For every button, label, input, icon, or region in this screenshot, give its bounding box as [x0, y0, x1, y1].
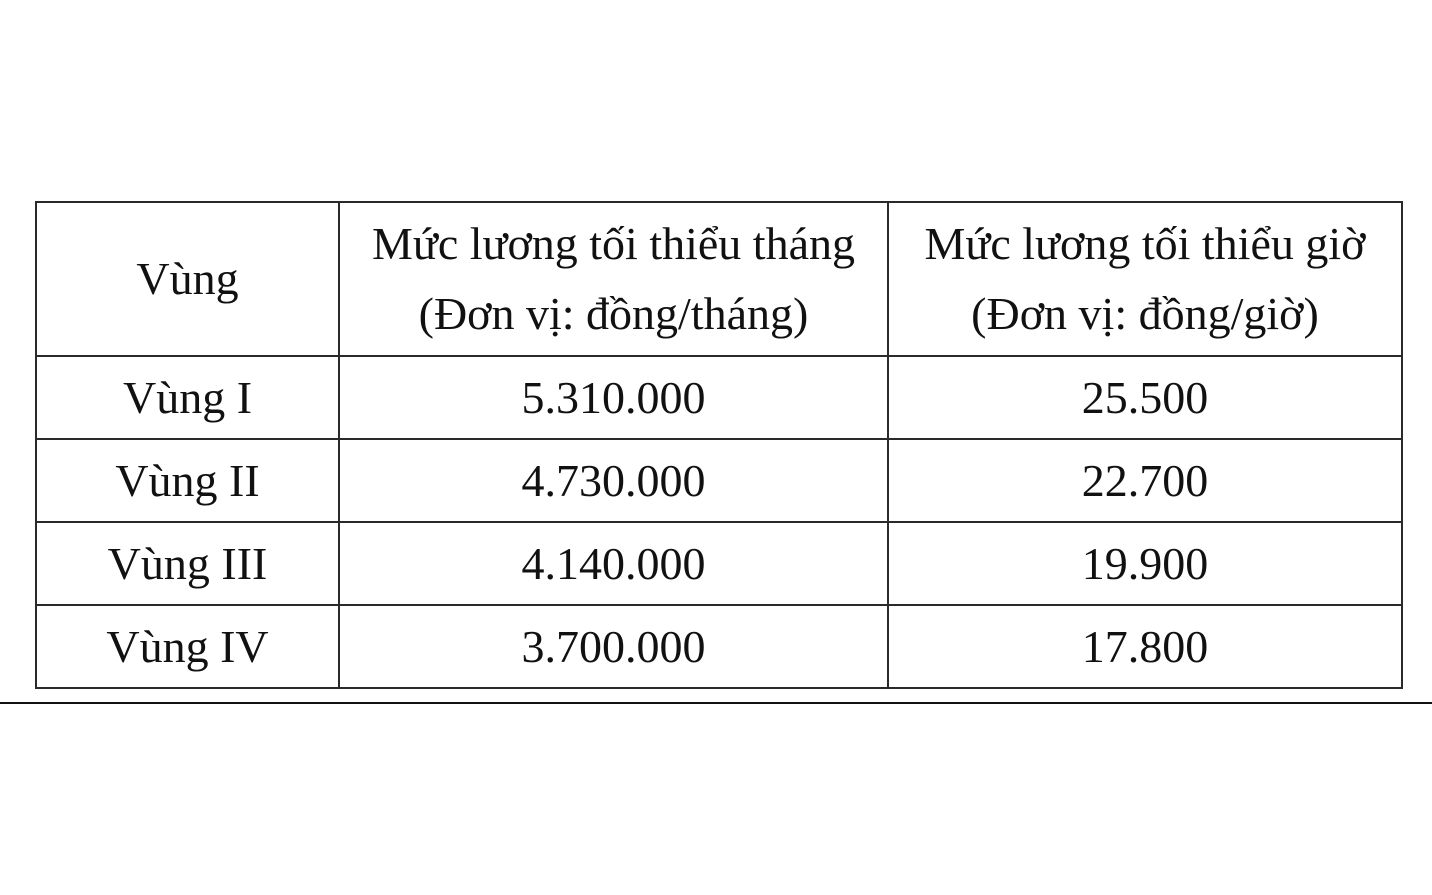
table-row: [36, 356, 1402, 439]
cell-hourly: 17.800: [888, 605, 1402, 688]
table-header-row: [36, 202, 1402, 356]
table-row: [36, 439, 1402, 522]
table-row: [36, 522, 1402, 605]
cell-hourly: 19.900: [888, 522, 1402, 605]
header-region-label: Vùng: [136, 253, 239, 304]
header-region: [36, 202, 339, 356]
cell-region: Vùng IV: [36, 605, 339, 688]
cell-region: Vùng III: [36, 522, 339, 605]
header-hourly-unit: (Đơn vị: đồng/giờ): [971, 288, 1319, 339]
horizontal-divider: [0, 702, 1432, 704]
table-row: [36, 605, 1402, 688]
minimum-wage-table: [35, 201, 1403, 689]
header-monthly-title: Mức lương tối thiểu tháng: [371, 218, 856, 269]
cell-region: Vùng I: [36, 356, 339, 439]
header-monthly-unit: (Đơn vị: đồng/tháng): [418, 288, 809, 339]
cell-hourly: 22.700: [888, 439, 1402, 522]
cell-region: Vùng II: [36, 439, 339, 522]
cell-hourly: 25.500: [888, 356, 1402, 439]
cell-monthly: 4.730.000: [339, 439, 888, 522]
header-hourly: [888, 202, 1402, 356]
cell-monthly: 3.700.000: [339, 605, 888, 688]
cell-monthly: 5.310.000: [339, 356, 888, 439]
cell-monthly: 4.140.000: [339, 522, 888, 605]
header-monthly: [339, 202, 888, 356]
header-hourly-title: Mức lương tối thiểu giờ: [924, 218, 1366, 269]
